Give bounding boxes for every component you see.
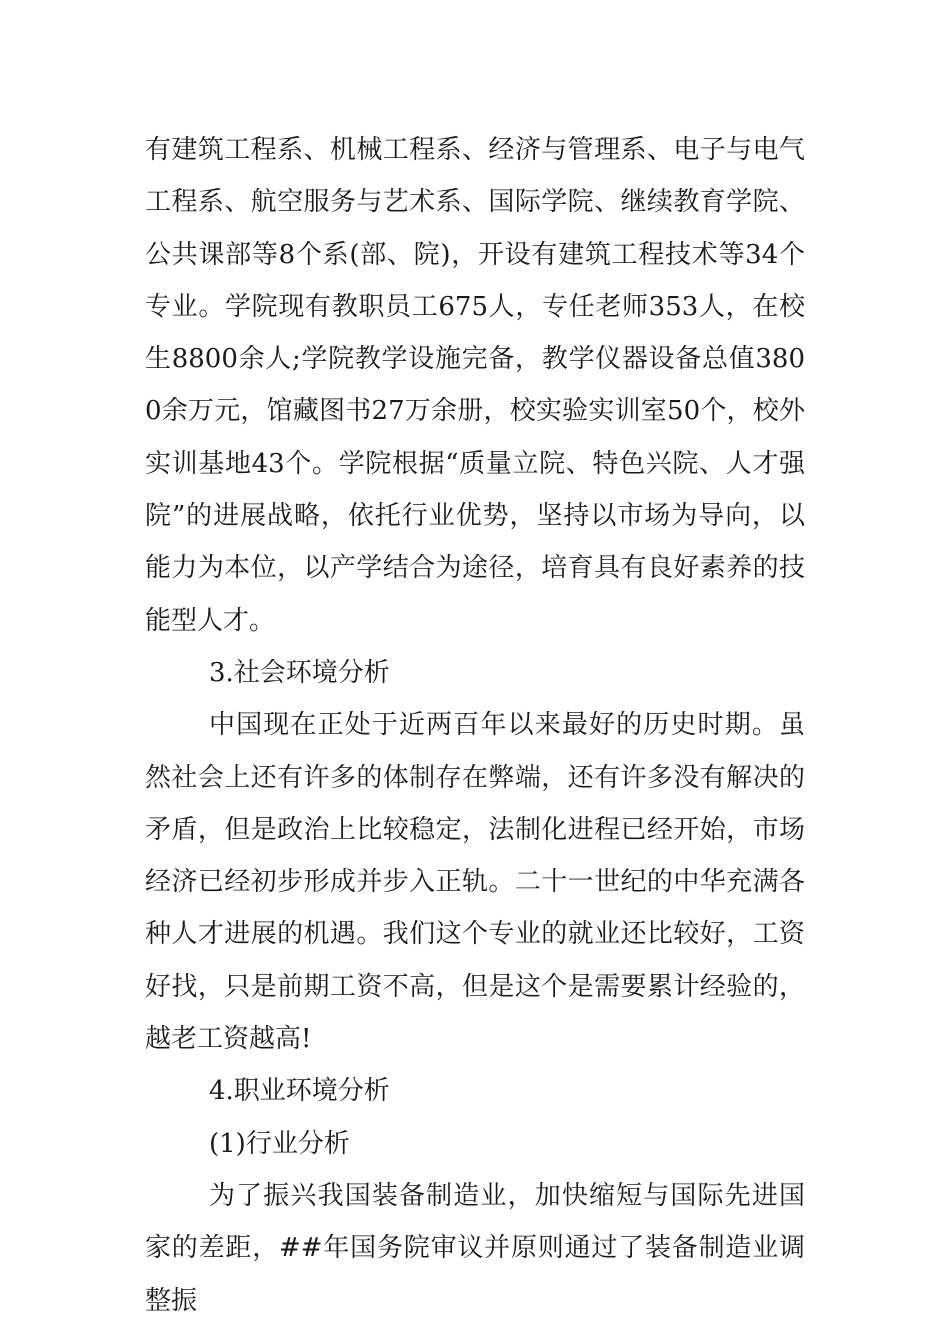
heading-industry-analysis: (1)行业分析 [209,1128,350,1159]
heading-career-environment: 4.职业环境分析 [209,1076,390,1107]
heading-social-environment: 3.社会环境分析 [209,657,390,688]
paragraph-industry-analysis: 为了振兴我国装备制造业，加快缩短与国际先进国家的差距，##年国务院审议并原则通过了装备制造业调整振 [145,1180,805,1316]
paragraph-intro-continued: 有建筑工程系、机械工程系、经济与管理系、电子与电气工程系、航空服务与艺术系、国际学院、继续教育学院、公共课部等8个系(部、院)，开设有建筑工程技术等34个专业。学院现有教职员工675人，专任老师353人，在校生8800余人;学院教学设施完备，教学仪器设备总值3800余万元，馆藏图书27万余册，校实验实训室50个，校外实训基地43个。学院根据“质量立院、特色兴院、人才强院”的进展战略，依托行业优势，坚持以市场为导向，以能力为本位，以产学结合为途径，培育具有良好素养的技能型人才。 [145,135,805,636]
paragraph-social-environment: 中国现在正处于近两百年以来最好的历史时期。虽然社会上还有许多的体制存在弊端，还有许多没有解决的矛盾，但是政治上比较稳定，法制化进程已经开始，市场经济已经初步形成并步入正轨。二十一世纪的中华充满各种人才进展的机遇。我们这个专业的就业还比较好，工资好找，只是前期工资不高，但是这个是需要累计经验的，越老工资越高! [145,710,805,1055]
document-body [145,124,805,1327]
